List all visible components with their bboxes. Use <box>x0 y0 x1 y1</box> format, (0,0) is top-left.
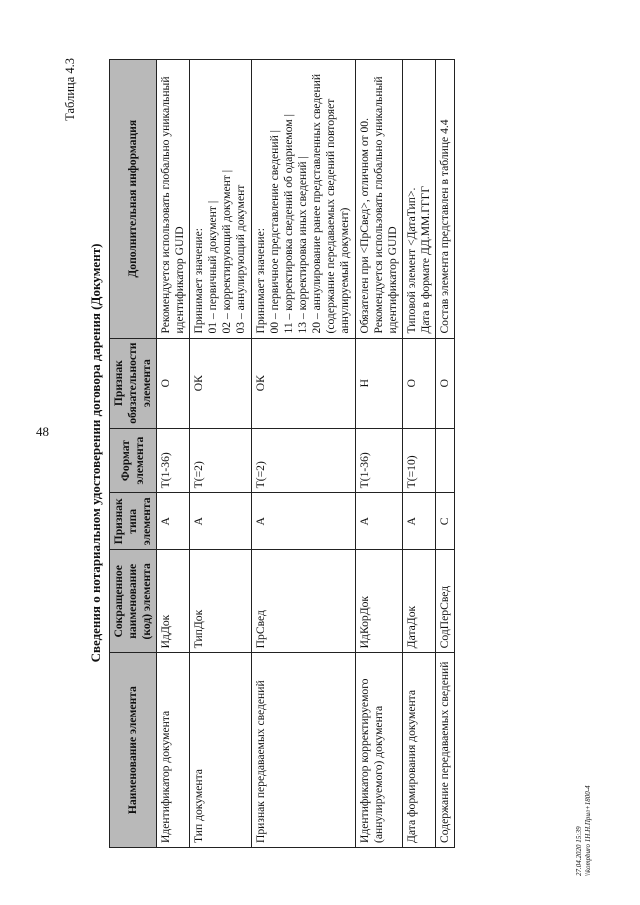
cell-format: T(=2) <box>190 428 252 493</box>
cell-code: ИдКорДок <box>355 549 402 652</box>
table-caption: Сведения о нотариальном удостоверении договора дарения (Документ) <box>88 243 103 662</box>
cell-info <box>251 59 355 338</box>
cell-type: А <box>402 492 435 549</box>
cell-required: О <box>436 338 455 428</box>
header-format: Формат элемента <box>110 428 157 493</box>
cell-name: Идентификатор корректируемого (аннулируемого) документа <box>355 652 402 847</box>
cell-code: СодПерСвед <box>436 549 455 652</box>
info-line: Принимает значение: <box>253 227 267 334</box>
cell-type: А <box>190 492 252 549</box>
info-line: Типовой элемент <ДатаТип>. <box>404 187 418 334</box>
cell-code: ПрСвед <box>251 549 355 652</box>
cell-required: О <box>402 338 435 428</box>
cell-required: ОК <box>251 338 355 428</box>
cell-code: ДатаДок <box>402 549 435 652</box>
cell-name: Идентификатор документа <box>156 652 189 847</box>
cell-required: О <box>156 338 189 428</box>
cell-format: T(=10) <box>402 428 435 493</box>
rotated-page-content <box>15 18 625 888</box>
cell-type: А <box>156 492 189 549</box>
cell-format: T(1-36) <box>355 428 402 493</box>
cell-type: А <box>251 492 355 549</box>
table-row <box>156 59 189 847</box>
cell-required: Н <box>355 338 402 428</box>
cell-name: Тип документа <box>190 652 252 847</box>
cell-code: ТипДок <box>190 549 252 652</box>
cell-info <box>156 59 189 338</box>
info-line: 20 – аннулирование ранее представленных сведений (содержание передаваемых сведений повторяет аннулируемый документ) <box>310 73 352 334</box>
cell-name: Дата формирования документа <box>402 652 435 847</box>
info-line: Рекомендуется использовать глобально уникальный идентификатор GUID <box>158 75 186 334</box>
cell-format: T(1-36) <box>156 428 189 493</box>
info-line: 11 – корректировка сведений об одариемом | <box>281 113 295 334</box>
cell-type: А <box>355 492 402 549</box>
print-footer <box>575 785 593 876</box>
cell-info <box>402 59 435 338</box>
info-line: Принимает значение: <box>192 227 205 334</box>
header-name: Наименование элемента <box>110 652 157 847</box>
table-row <box>190 59 252 847</box>
table-row <box>402 59 435 847</box>
cell-name: Содержание передаваемых сведений <box>436 652 455 847</box>
elements-table <box>109 59 455 848</box>
table-row <box>251 59 355 847</box>
cell-info <box>436 59 455 338</box>
info-line: 03 – аннулирующий документ <box>234 184 248 334</box>
header-required: Признак обязательности элемента <box>110 338 157 428</box>
table-row <box>436 59 455 847</box>
cell-format <box>436 428 455 493</box>
cell-code: ИдДок <box>156 549 189 652</box>
info-line: Дата в формате ДД.ММ.ГГГГ <box>419 185 433 334</box>
table-header-row <box>110 59 157 847</box>
cell-format: T(=2) <box>251 428 355 493</box>
table-row <box>355 59 402 847</box>
cell-type: С <box>436 492 455 549</box>
header-code: Сокращенное наименование (код) элемента <box>110 549 157 652</box>
header-type: Признак типа элемента <box>110 492 157 549</box>
cell-info <box>190 59 252 338</box>
cell-name: Признак передаваемых сведений <box>251 652 355 847</box>
info-line: 13 – корректировка иных сведений | <box>295 155 309 334</box>
footer-path: \\kompburo 1Н.Н.Прил+1800-4 <box>583 784 592 876</box>
info-line: Состав элемента представлен в таблице 4.4 <box>438 118 452 334</box>
info-line: Обязателен при <ПрСвед>, отличном от 00. Рекомендуется использовать глобально уникальный идентификатор GUID <box>357 75 399 334</box>
cell-info <box>355 59 402 338</box>
info-line: 02 – корректирующий документ | <box>220 169 234 334</box>
info-line: 00 – первичное представление сведений | <box>267 129 281 334</box>
footer-timestamp: 27.04.2020 15:39 <box>575 825 583 876</box>
table-number: Таблица 4.3 <box>63 57 77 121</box>
cell-required: ОК <box>190 338 252 428</box>
page-number: 48 <box>36 424 49 439</box>
header-info: Дополнительная информация <box>110 59 157 338</box>
info-line: 01 – первичный документ | <box>206 200 220 334</box>
